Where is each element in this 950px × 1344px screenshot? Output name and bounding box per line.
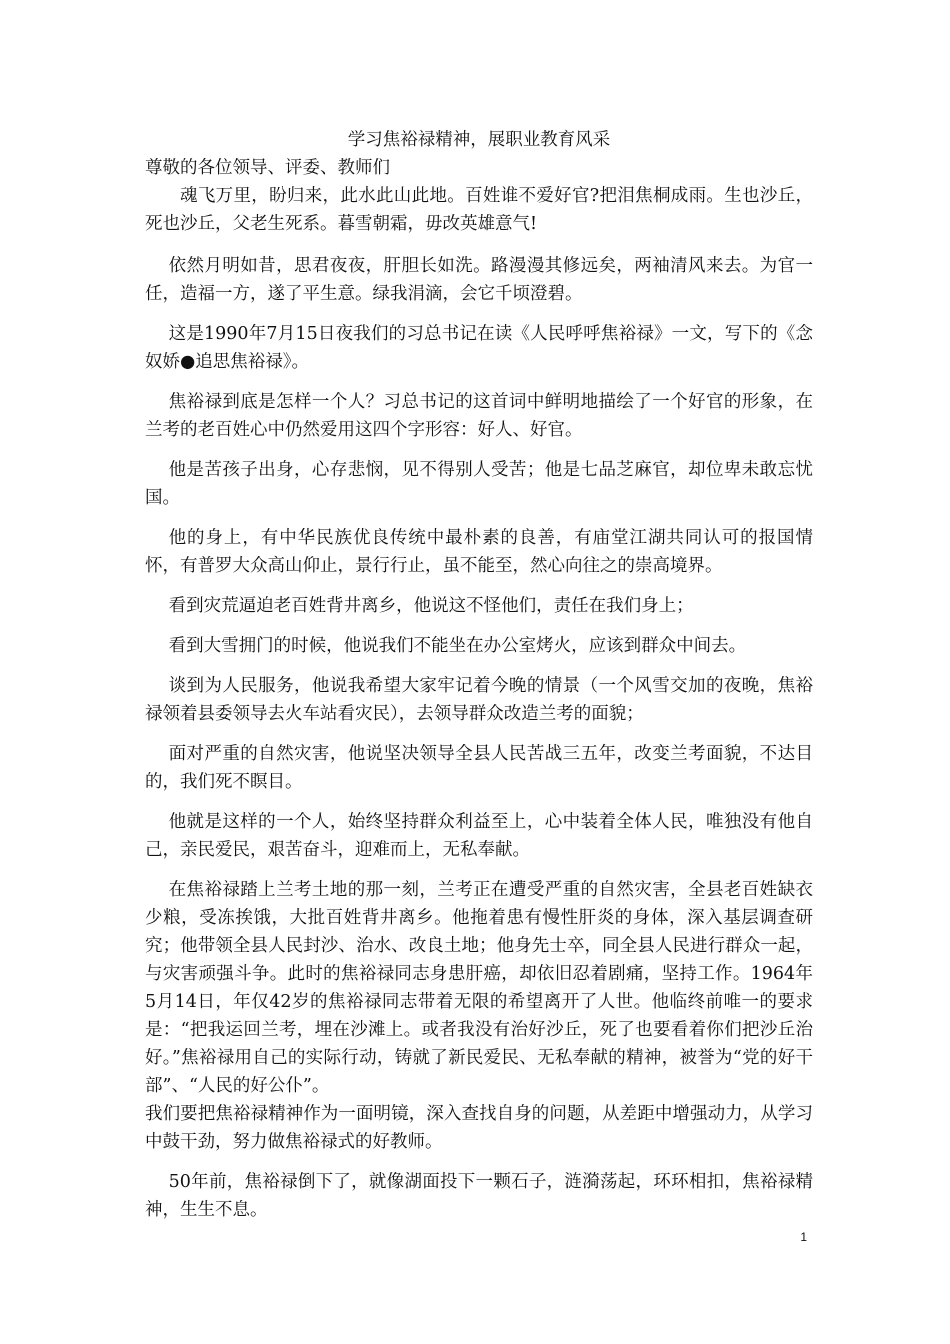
- paragraph-lankao-story: 在焦裕禄踏上兰考土地的那一刻，兰考正在遭受严重的自然灾害，全县老百姓缺衣少粮，受冻挨饿，大批百姓背井离乡。他拖着患有慢性肝炎的身体，深入基层调查研究；他带领全县人民封沙、治水、改良土地；他身先士卒，同全县人民进行群众一起，与灾害顽强斗争。此时的焦裕禄同志身患肝癌，却依旧忍着剧痛，坚持工作。1964年5月14日，年仅42岁的焦裕禄同志带着无限的希望离开了人世。他临终前唯一的要求是：“把我运回兰考，埋在沙滩上。或者我没有治好沙丘，死了也要看着你们把沙丘治好。”焦裕禄用自己的实际行动，铸就了新民爱民、无私奉献的精神，被誉为“党的好干部”、“人民的好公仆”。: [145, 880, 813, 1096]
- greeting-line: 尊敬的各位领导、评委、教师们: [145, 158, 390, 178]
- document-title: 学习焦裕禄精神，展职业教育风采: [347, 130, 611, 150]
- paragraph-mirror: 我们要把焦裕禄精神作为一面明镜，深入查找自身的问题，从差距中增强动力，从学习中鼓干劲，努力做焦裕禄式的好教师。: [145, 1104, 813, 1152]
- paragraph-snow: 看到大雪拥门的时候，他说我们不能坐在办公室烤火，应该到群众中间去。: [168, 636, 747, 656]
- paragraph-legacy: 50年前，焦裕禄倒下了，就像湖面投下一颗石子，涟漪荡起，环环相扣，焦裕禄精神，生生不息。: [145, 1172, 813, 1220]
- paragraph-disaster: 面对严重的自然灾害，他说坚决领导全县人民苦战三五年，改变兰考面貌，不达目的，我们死不瞑目。: [145, 744, 813, 792]
- paragraph-poem-part-2: 依然月明如昔，思君夜夜，肝胆长如洗。路漫漫其修远矣，两袖清风来去。为官一任，造福一方，遂了平生意。绿我涓滴，会它千顷澄碧。: [145, 256, 813, 304]
- paragraph-virtues: 他的身上，有中华民族优良传统中最朴素的良善，有庙堂江湖共同认可的报国情怀，有普罗大众高山仰止，景行行止，虽不能至，然心向往之的崇高境界。: [145, 528, 813, 576]
- paragraph-origin: 他是苦孩子出身，心存悲悯，见不得别人受苦；他是七品芝麻官，却位卑未敢忘忧国。: [145, 460, 813, 508]
- paragraph-character: 他就是这样的一个人，始终坚持群众利益至上，心中装着全体人民，唯独没有他自己，亲民爱民，艰苦奋斗，迎难而上，无私奉献。: [145, 812, 813, 860]
- document-body: [145, 126, 813, 1236]
- paragraph-serve-people: 谈到为人民服务，他说我希望大家牢记着今晚的情景（一个风雪交加的夜晚，焦裕禄领着县委领导去火车站看灾民），去领导群众改造兰考的面貌；: [145, 676, 813, 724]
- paragraph-who-is-jiao: 焦裕禄到底是怎样一个人？习总书记的这首词中鲜明地描绘了一个好官的形象，在兰考的老百姓心中仍然爱用这四个字形容：好人、好官。: [145, 392, 813, 440]
- paragraph-poem-source: 这是1990年7月15日夜我们的习总书记在读《人民呼呼焦裕禄》一文，写下的《念奴娇●追思焦裕禄》。: [145, 324, 813, 372]
- page-number: 1: [800, 1230, 807, 1244]
- paragraph-famine: 看到灾荒逼迫老百姓背井离乡，他说这不怪他们，责任在我们身上；: [168, 596, 694, 616]
- paragraph-poem-part-1: 魂飞万里，盼归来，此水此山此地。百姓谁不爱好官?把泪焦桐成雨。生也沙丘，死也沙丘，父老生死系。暮雪朝霜，毋改英雄意气!: [145, 186, 813, 234]
